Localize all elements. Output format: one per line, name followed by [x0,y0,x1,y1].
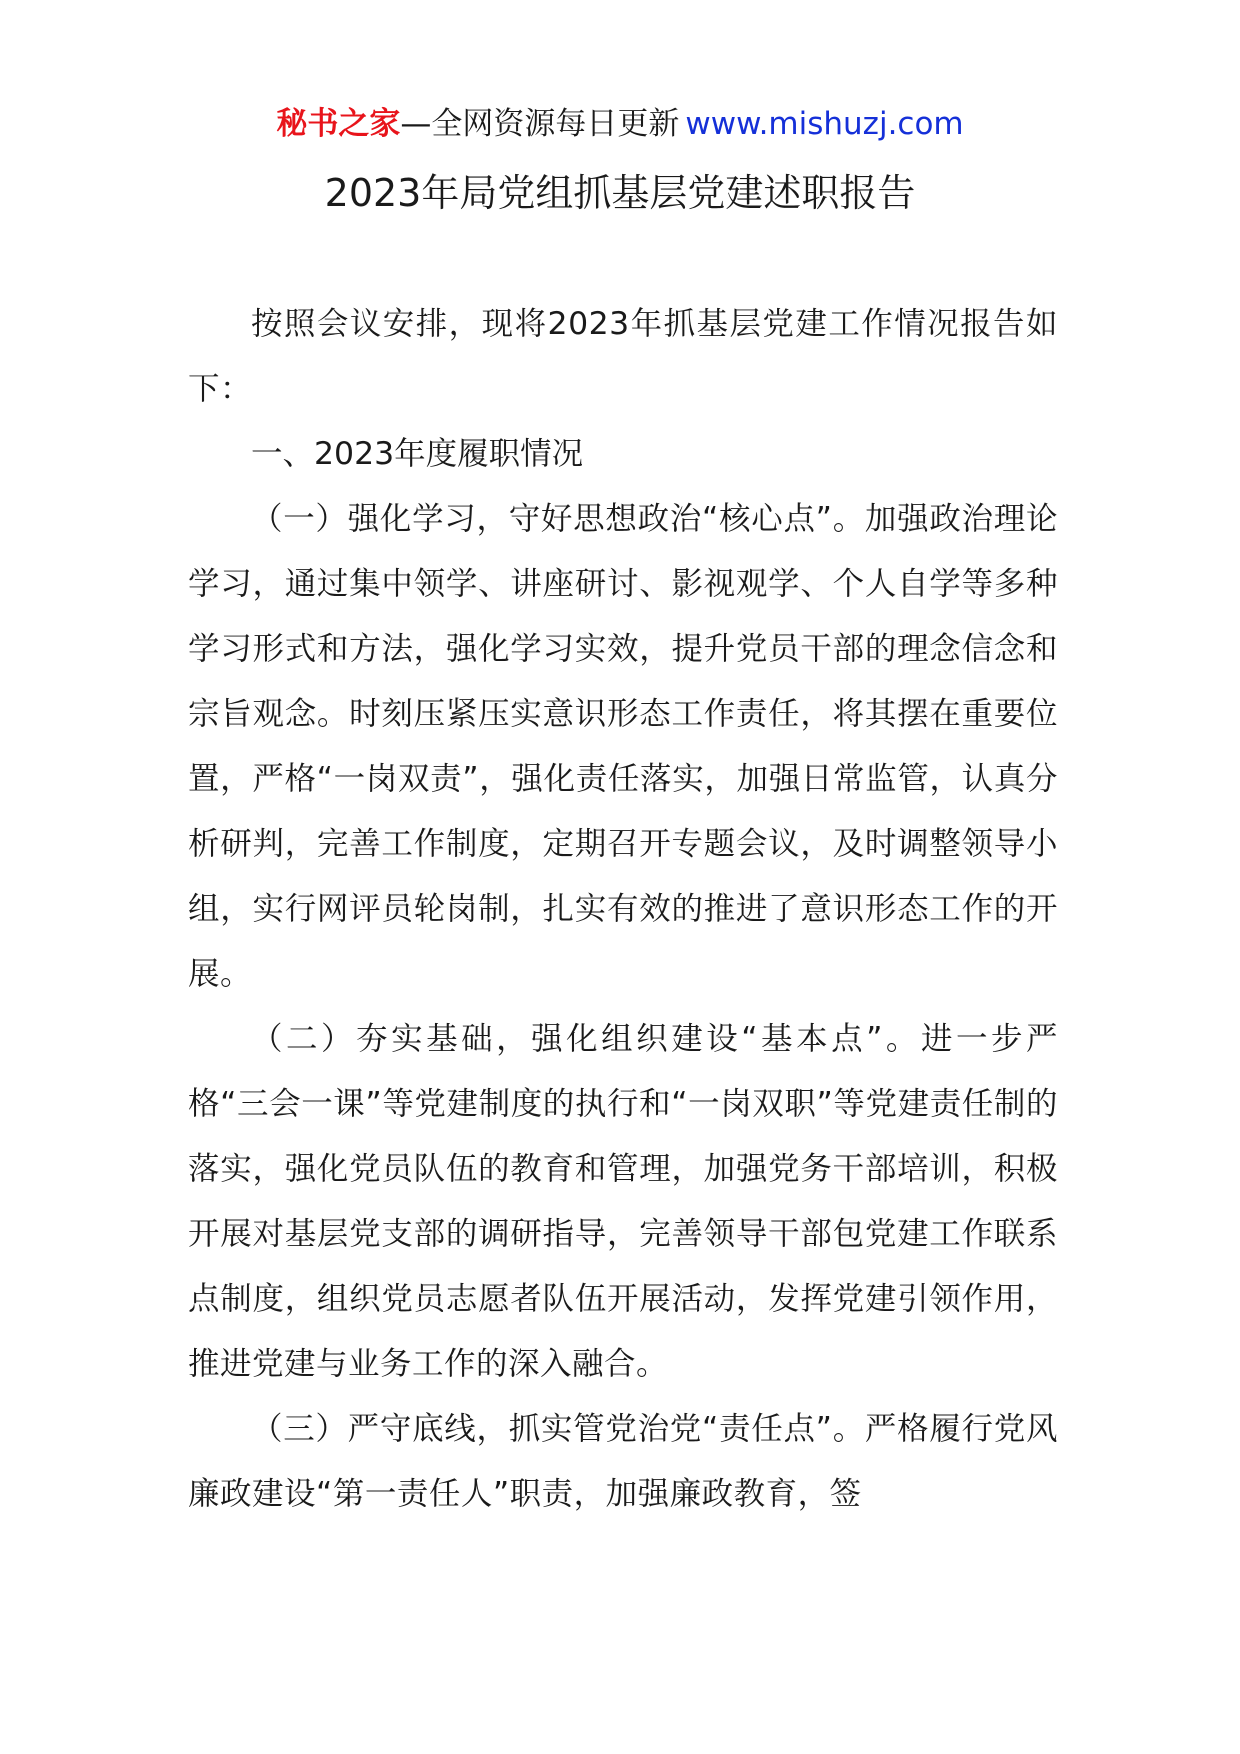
paragraph-item-3: （三）严守底线，抓实管党治党“责任点”。严格履行党风廉政建设“第一责任人”职责，加强廉政教育，签 [188,1411,1058,1512]
site-url-link[interactable]: www.mishuzj.com [685,106,964,142]
intro-paragraph: 按照会议安排，现将2023年抓基层党建工作情况报告如下： [188,306,1058,407]
section-heading-1: 一、2023年度履职情况 [251,436,584,472]
document-body [188,292,1058,1527]
paragraph-item-1: （一）强化学习，守好思想政治“核心点”。加强政治理论学习，通过集中领学、讲座研讨、影视观学、个人自学等多种学习形式和方法，强化学习实效，提升党员干部的理念信念和宗旨观念。时刻压紧压实意识形态工作责任，将其摆在重要位置，严格“一岗双责”，强化责任落实，加强日常监管，认真分析研判，完善工作制度，定期召开专题会议，及时调整领导小组，实行网评员轮岗制，扎实有效的推进了意识形态工作的开展。 [188,501,1058,992]
site-header [0,102,1240,146]
paragraph-item-2: （二）夯实基础，强化组织建设“基本点”。进一步严格“三会一课”等党建制度的执行和“一岗双职”等党建责任制的落实，强化党员队伍的教育和管理，加强党务干部培训，积极开展对基层党支部的调研指导，完善领导干部包党建工作联系点制度，组织党员志愿者队伍开展活动，发挥党建引领作用，推进党建与业务工作的深入融合。 [188,1021,1058,1382]
site-brand: 秘书之家 [276,106,401,142]
document-title: 2023年局党组抓基层党建述职报告 [324,171,916,215]
site-slogan: —全网资源每日更新 [400,106,680,142]
